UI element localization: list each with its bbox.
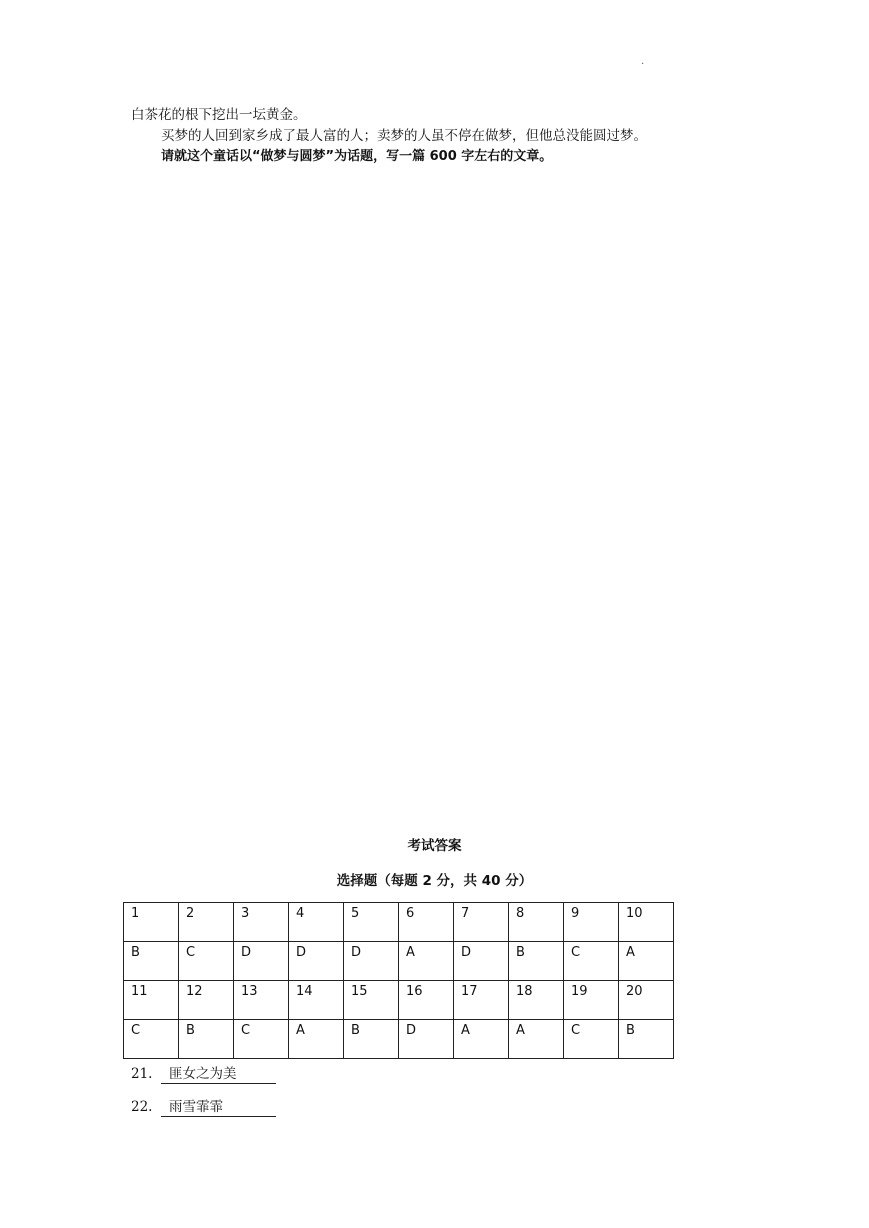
table-cell: B: [344, 1020, 399, 1059]
table-cell: A: [509, 1020, 564, 1059]
table-cell: A: [399, 942, 454, 981]
story-line-1: 白茶花的根下挖出一坛黄金。: [131, 107, 307, 123]
essay-prompt: 请就这个童话以“做梦与圆梦”为话题，写一篇 600 字左右的文章。: [161, 149, 553, 164]
table-cell: C: [234, 1020, 289, 1059]
table-cell: A: [454, 1020, 509, 1059]
table-cell: D: [454, 942, 509, 981]
table-cell: B: [124, 942, 179, 981]
table-cell: 19: [564, 981, 619, 1020]
answer-text: 雨雪霏霏: [161, 1099, 276, 1117]
question-number: 22.: [131, 1099, 153, 1115]
table-row: [124, 903, 674, 942]
table-cell: 4: [289, 903, 344, 942]
table-cell: 16: [399, 981, 454, 1020]
table-cell: 20: [619, 981, 674, 1020]
table-cell: 15: [344, 981, 399, 1020]
question-number: 21.: [131, 1066, 153, 1082]
table-cell: 5: [344, 903, 399, 942]
table-cell: C: [179, 942, 234, 981]
table-row: [124, 981, 674, 1020]
answer-text: 匪女之为美: [161, 1066, 276, 1084]
table-cell: C: [564, 942, 619, 981]
table-cell: 6: [399, 903, 454, 942]
answer-table: [123, 902, 674, 1059]
table-cell: D: [234, 942, 289, 981]
table-cell: A: [619, 942, 674, 981]
table-cell: 13: [234, 981, 289, 1020]
fill-answer-22: [131, 1099, 276, 1117]
table-cell: 18: [509, 981, 564, 1020]
table-cell: D: [289, 942, 344, 981]
answers-title: 考试答案: [407, 838, 462, 854]
table-cell: 11: [124, 981, 179, 1020]
table-cell: D: [344, 942, 399, 981]
fill-answer-21: [131, 1066, 276, 1084]
table-row: [124, 1020, 674, 1059]
story-line-2: 买梦的人回到家乡成了最人富的人；卖梦的人虽不停在做梦，但他总没能圆过梦。: [161, 128, 647, 144]
table-cell: D: [399, 1020, 454, 1059]
table-cell: B: [509, 942, 564, 981]
table-cell: A: [289, 1020, 344, 1059]
table-cell: 3: [234, 903, 289, 942]
page-marker-dot: .: [641, 56, 645, 67]
table-cell: 7: [454, 903, 509, 942]
table-cell: B: [619, 1020, 674, 1059]
table-cell: 12: [179, 981, 234, 1020]
table-cell: B: [179, 1020, 234, 1059]
table-cell: 9: [564, 903, 619, 942]
table-cell: 1: [124, 903, 179, 942]
table-row: [124, 942, 674, 981]
table-cell: C: [564, 1020, 619, 1059]
table-cell: 14: [289, 981, 344, 1020]
table-cell: 10: [619, 903, 674, 942]
multiple-choice-title: 选择题（每题 2 分，共 40 分）: [336, 873, 533, 889]
table-cell: 2: [179, 903, 234, 942]
table-cell: 17: [454, 981, 509, 1020]
table-cell: 8: [509, 903, 564, 942]
table-cell: C: [124, 1020, 179, 1059]
